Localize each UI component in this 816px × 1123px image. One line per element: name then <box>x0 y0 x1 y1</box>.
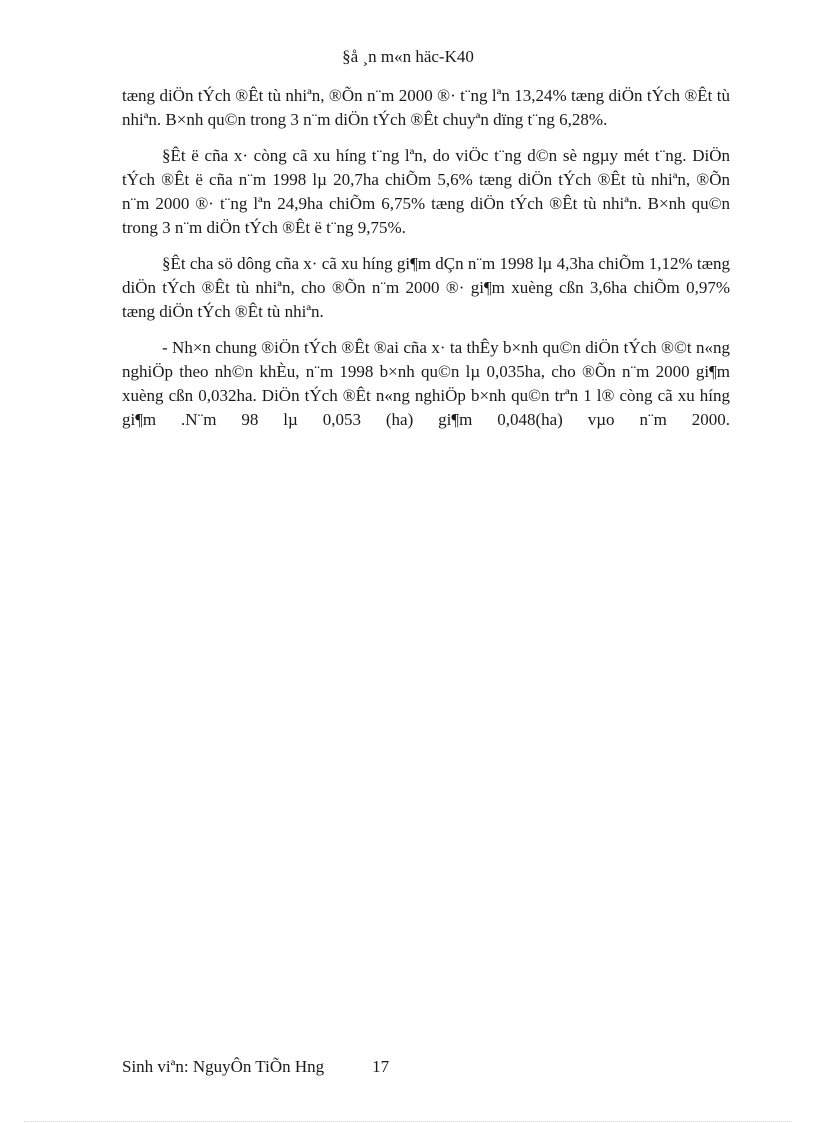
page-footer <box>122 1057 389 1077</box>
page-bottom-divider <box>24 1121 792 1122</box>
paragraph-per-capita-land: - Nh×n chung ®iÖn tÝch ®Êt ®ai cña x· ta thÊy b×nh qu©n diÖn tÝch ®©t n«ng nghiÖp theo nh©n khÈu, n¨m 1998 b×nh qu©n lµ 0,035ha, cho ®Õn n¨m 2000 gi¶m xuèng cßn 0,032ha. DiÖn tÝch ®Êt n«ng nghiÖp b×nh qu©n trªn 1 l® còng cã xu híng gi¶m .N¨m 98 lµ 0,053 (ha) gi¶m 0,048(ha) vµo n¨m 2000. <box>122 338 730 429</box>
paragraph-residential-land: §Êt ë cña x· còng cã xu híng t¨ng lªn, do viÖc t¨ng d©n sè ngµy mét t¨ng. DiÖn tÝch ®Êt ë cña n¨m 1998 lµ 20,7ha chiÕm 5,6% tæng diÖn tÝch ®Êt tù nhiªn, ®Õn n¨m 2000 ®· t¨ng lªn 24,9ha chiÕm 6,75% tæng diÖn tÝch ®Êt tù nhiªn. B×nh qu©n trong 3 n¨m diÖn tÝch ®Êt ë t¨ng 9,75%. <box>122 146 730 237</box>
paragraph-unused-land: §Êt cha sö dông cña x· cã xu híng gi¶m dÇn n¨m 1998 lµ 4,3ha chiÕm 1,12% tæng diÖn tÝch ®Êt tù nhiªn, cho ®Õn n¨m 2000 ®· gi¶m xuèng cßn 3,6ha chiÕm 0,97% tæng diÖn tÝch ®Êt tù nhiªn. <box>122 254 730 321</box>
page-number: 17 <box>372 1057 390 1076</box>
document-body <box>122 84 730 444</box>
student-name: Sinh viªn: NguyÔn TiÕn Hng <box>122 1057 325 1076</box>
page-header: §å ¸n m«n häc-K40 <box>342 47 474 66</box>
paragraph-land-use-summary: tæng diÖn tÝch ®Êt tù nhiªn, ®Õn n¨m 2000 ®· t¨ng lªn 13,24% tæng diÖn tÝch ®Êt tù nhiªn. B×nh qu©n trong 3 n¨m diÖn tÝch ®Êt chuyªn dïng t¨ng 6,28%. <box>122 86 730 129</box>
